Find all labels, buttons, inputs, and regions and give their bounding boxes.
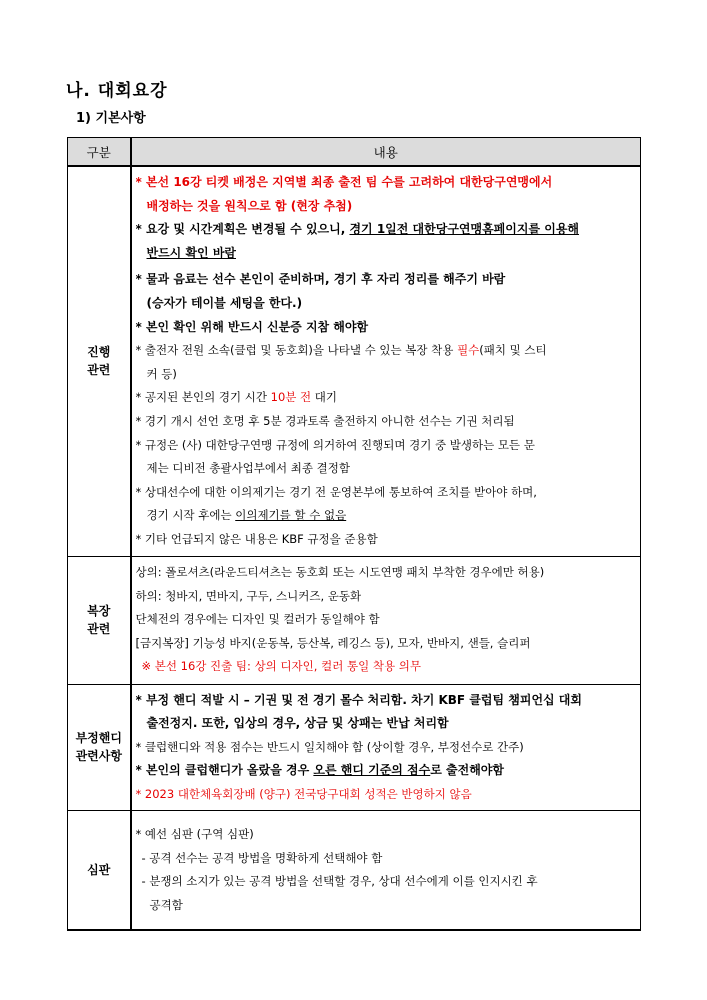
- table-row: [68, 556, 641, 684]
- content-cell: [131, 556, 641, 684]
- content-line: (승자가 테이블 세팅을 한다.): [146, 295, 303, 310]
- content-cell: [131, 684, 641, 811]
- content-line: * 기타 언급되지 않은 내용은 KBF 규정을 준용함: [135, 531, 378, 546]
- category-cell: [68, 684, 131, 811]
- category-label: 관련: [87, 363, 111, 378]
- content-line: * 경기 개시 선언 호명 후 5분 경과토록 출전하지 아니한 선수는 기권 처리됨: [135, 413, 515, 428]
- table-row: [68, 684, 641, 811]
- section-heading: 나. 대회요강: [66, 81, 168, 101]
- text-span: * 공지된 본인의 경기 시간: [135, 390, 271, 405]
- content-line: [136, 386, 636, 410]
- col-header-category: 구분: [68, 138, 131, 167]
- underlined-text: 이의제기를 할 수 없음: [235, 508, 347, 523]
- content-line: [금지복장] 기능성 바지(운동복, 등산복, 레깅스 등), 모자, 반바지, 샌들, 슬리퍼: [135, 635, 531, 650]
- content-line: 배정하는 것을 원칙으로 함 (현장 추첨): [146, 198, 353, 213]
- content-line: [136, 759, 636, 783]
- category-label: 관련사항: [75, 749, 122, 764]
- content-cell: [131, 166, 641, 556]
- content-line: - 공격 선수는 공격 방법을 명확하게 선택해야 함: [141, 850, 383, 865]
- content-line: * 부정 핸디 적발 시 – 기권 및 전 경기 몰수 처리함. 차기 KBF 클럽팀 챔피언십 대회: [135, 692, 582, 707]
- content-line: [136, 218, 636, 242]
- text-span: 로 출전해야함: [430, 763, 504, 778]
- link-text: 경기 1일전 대한당구연맹홈페이지를 이용해: [349, 222, 580, 237]
- text-span: * 요강 및 시간계획은 변경될 수 있으니,: [135, 222, 350, 237]
- text-span: * 본인의 클럽핸디가 올랐을 경우: [135, 763, 314, 778]
- content-line: 반드시 확인 바람: [146, 245, 237, 260]
- content-line: * 상대선수에 대한 이의제기는 경기 전 운영본부에 통보하여 조치를 받아야 하며,: [135, 484, 537, 499]
- text-span: * 출전자 전원 소속(클럽 및 동호회)을 나타낼 수 있는 복장 착용: [135, 343, 458, 358]
- content-line: 제는 디비전 총괄사업부에서 최종 결정함: [146, 461, 350, 476]
- table-header-row: [68, 138, 641, 167]
- table-row: [68, 811, 641, 931]
- category-label: 심판: [87, 863, 111, 878]
- content-line: 하의: 청바지, 면바지, 구두, 스니커즈, 운동화: [135, 588, 362, 603]
- text-span: 대기: [311, 390, 338, 405]
- content-line: * 물과 음료는 선수 본인이 준비하며, 경기 후 자리 정리를 해주기 바람: [135, 272, 506, 287]
- category-label: 관련: [87, 622, 111, 636]
- content-line: 상의: 폴로셔츠(라운드티셔츠는 동호회 또는 시도연맹 패치 부착한 경우에만 허용): [135, 565, 545, 580]
- content-line: * 예선 심판 (구역 심판): [135, 827, 254, 842]
- category-cell: [68, 166, 131, 556]
- rules-table: [67, 137, 641, 931]
- subsection-heading: 1) 기본사항: [76, 111, 146, 126]
- category-label: 복장: [87, 604, 111, 618]
- content-line: 커 등): [146, 366, 177, 381]
- content-line: * 규정은 (사) 대한당구연맹 규정에 의거하여 진행되며 경기 중 발생하는 모든 문: [135, 437, 535, 452]
- text-span: 경기 시작 후에는: [146, 508, 236, 523]
- content-line: [136, 339, 636, 363]
- category-label: 진행: [87, 345, 111, 360]
- content-line: 단체전의 경우에는 디자인 및 컬러가 동일해야 함: [135, 612, 380, 627]
- content-line: 출전정지. 또한, 입상의 경우, 상금 및 상패는 반납 처리함: [146, 716, 449, 731]
- table-row: [68, 166, 641, 556]
- content-line: * 2023 대한체육회장배 (양구) 전국당구대회 성적은 반영하지 않음: [135, 786, 472, 801]
- content-line: [136, 504, 636, 528]
- content-line: * 클럽핸디와 적용 점수는 반드시 일치해야 함 (상이할 경우, 부정선수로 간주): [135, 739, 524, 754]
- category-cell: [68, 556, 131, 684]
- content-line: * 본선 16강 티켓 배정은 지역별 최종 출전 팀 수를 고려하여 대한당구연맹에서: [135, 175, 553, 189]
- content-cell: [131, 811, 641, 931]
- underlined-text: 오른 핸디 기준의 점수: [313, 763, 431, 778]
- category-label: 부정핸디: [75, 731, 122, 746]
- category-cell: [68, 811, 131, 931]
- content-line: ※ 본선 16강 진출 팀: 상의 디자인, 컬러 통일 착용 의무: [141, 659, 421, 674]
- highlight-text: 필수: [457, 343, 480, 358]
- content-line: * 본인 확인 위해 반드시 신분증 지참 해야함: [135, 319, 369, 334]
- col-header-content: 내용: [131, 138, 641, 167]
- content-line: - 분쟁의 소지가 있는 공격 방법을 선택할 경우, 상대 선수에게 이를 인지시킨 후: [141, 874, 538, 889]
- content-line: 공격함: [149, 898, 183, 913]
- text-span: (패치 및 스티: [479, 343, 547, 358]
- highlight-text: 10분 전: [270, 390, 312, 405]
